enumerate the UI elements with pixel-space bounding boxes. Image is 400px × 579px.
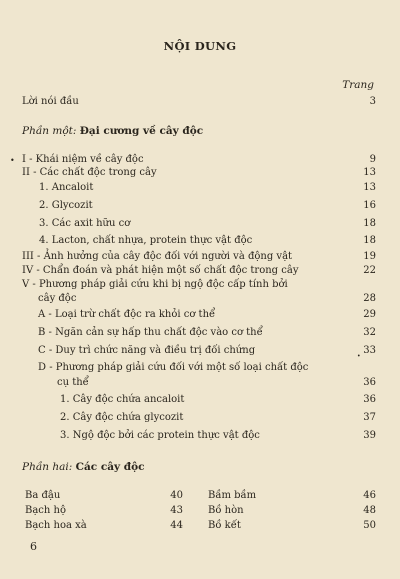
- toc-entry: cụ thể: [57, 377, 89, 388]
- toc-page-number: 39: [363, 430, 376, 441]
- toc-page-number: 33: [363, 345, 376, 356]
- plant-page-number: 46: [363, 490, 376, 501]
- toc-page-number: 32: [363, 327, 376, 338]
- plant-entry: Bồ kết: [208, 520, 241, 531]
- plant-entry: Bạch hộ: [25, 505, 66, 516]
- toc-entry: 3. Các axit hữu cơ: [39, 218, 131, 229]
- toc-entry: 1. Cây độc chứa ancaloit: [60, 394, 185, 405]
- toc-entry: IV - Chẩn đoán và phát hiện một số chất độc trong cây: [22, 265, 299, 276]
- footer-page-number: 6: [30, 540, 37, 553]
- toc-page-number: 13: [363, 167, 376, 178]
- toc-page-number: 9: [369, 154, 376, 165]
- page-title: NỘI DUNG: [163, 39, 237, 53]
- toc-entry: 2. Glycozit: [39, 200, 93, 211]
- toc-page-number: 37: [363, 412, 376, 423]
- toc-page-number: 36: [363, 377, 376, 388]
- margin-mark: •: [357, 353, 361, 360]
- plant-page-number: 50: [363, 520, 376, 531]
- toc-entry: 1. Ancaloit: [39, 182, 94, 193]
- plant-page-number: 44: [170, 520, 183, 531]
- toc-page-number: 19: [363, 251, 376, 262]
- toc-page-number: 16: [363, 200, 376, 211]
- toc-page-number: 18: [363, 218, 376, 229]
- part-two-heading: Phần hai: Các cây độc: [22, 461, 145, 473]
- toc-page-number: 18: [363, 235, 376, 246]
- toc-entry: Lời nói đầu: [22, 96, 79, 107]
- toc-entry: C - Duy trì chức năng và điều trị đối chứng: [38, 345, 256, 356]
- toc-entry: B - Ngăn cản sự hấp thu chất độc vào cơ thể: [38, 327, 263, 338]
- toc-entry: cây độc: [38, 293, 77, 304]
- margin-mark: •: [10, 156, 15, 165]
- toc-page-number: 3: [369, 96, 376, 107]
- plant-entry: Ba đậu: [25, 490, 61, 501]
- toc-entry: III - Ảnh hưởng của cây độc đối với người và động vật: [22, 251, 293, 262]
- plant-page-number: 40: [170, 490, 183, 501]
- page-column-label: Trang: [342, 79, 374, 91]
- plant-entry: Bạch hoa xà: [25, 520, 87, 531]
- toc-entry: 3. Ngộ độc bởi các protein thực vật độc: [60, 430, 260, 441]
- toc-entry: D - Phương pháp giải cứu đối với một số loại chất độc: [38, 362, 309, 373]
- toc-entry: 4. Lacton, chất nhựa, protein thực vật độc: [39, 235, 253, 246]
- toc-entry: V - Phương pháp giải cứu khi bị ngộ độc cấp tính bởi: [22, 279, 288, 290]
- toc-page-number: 28: [363, 293, 376, 304]
- toc-page-number: 22: [363, 265, 376, 276]
- toc-entry: II - Các chất độc trong cây: [22, 167, 157, 178]
- toc-page-number: 13: [363, 182, 376, 193]
- toc-page-number: 29: [363, 309, 376, 320]
- toc-entry: A - Loại trừ chất độc ra khỏi cơ thể: [38, 309, 216, 320]
- part-one-heading: Phần một: Đại cương về cây độc: [22, 125, 204, 137]
- toc-entry: 2. Cây độc chứa glycozit: [60, 412, 184, 423]
- plant-page-number: 43: [170, 505, 183, 516]
- plant-entry: Bầm bầm: [208, 490, 257, 501]
- toc-entry: I - Khái niệm về cây độc: [22, 154, 144, 165]
- plant-page-number: 48: [363, 505, 376, 516]
- plant-entry: Bồ hòn: [208, 505, 244, 516]
- toc-page-number: 36: [363, 394, 376, 405]
